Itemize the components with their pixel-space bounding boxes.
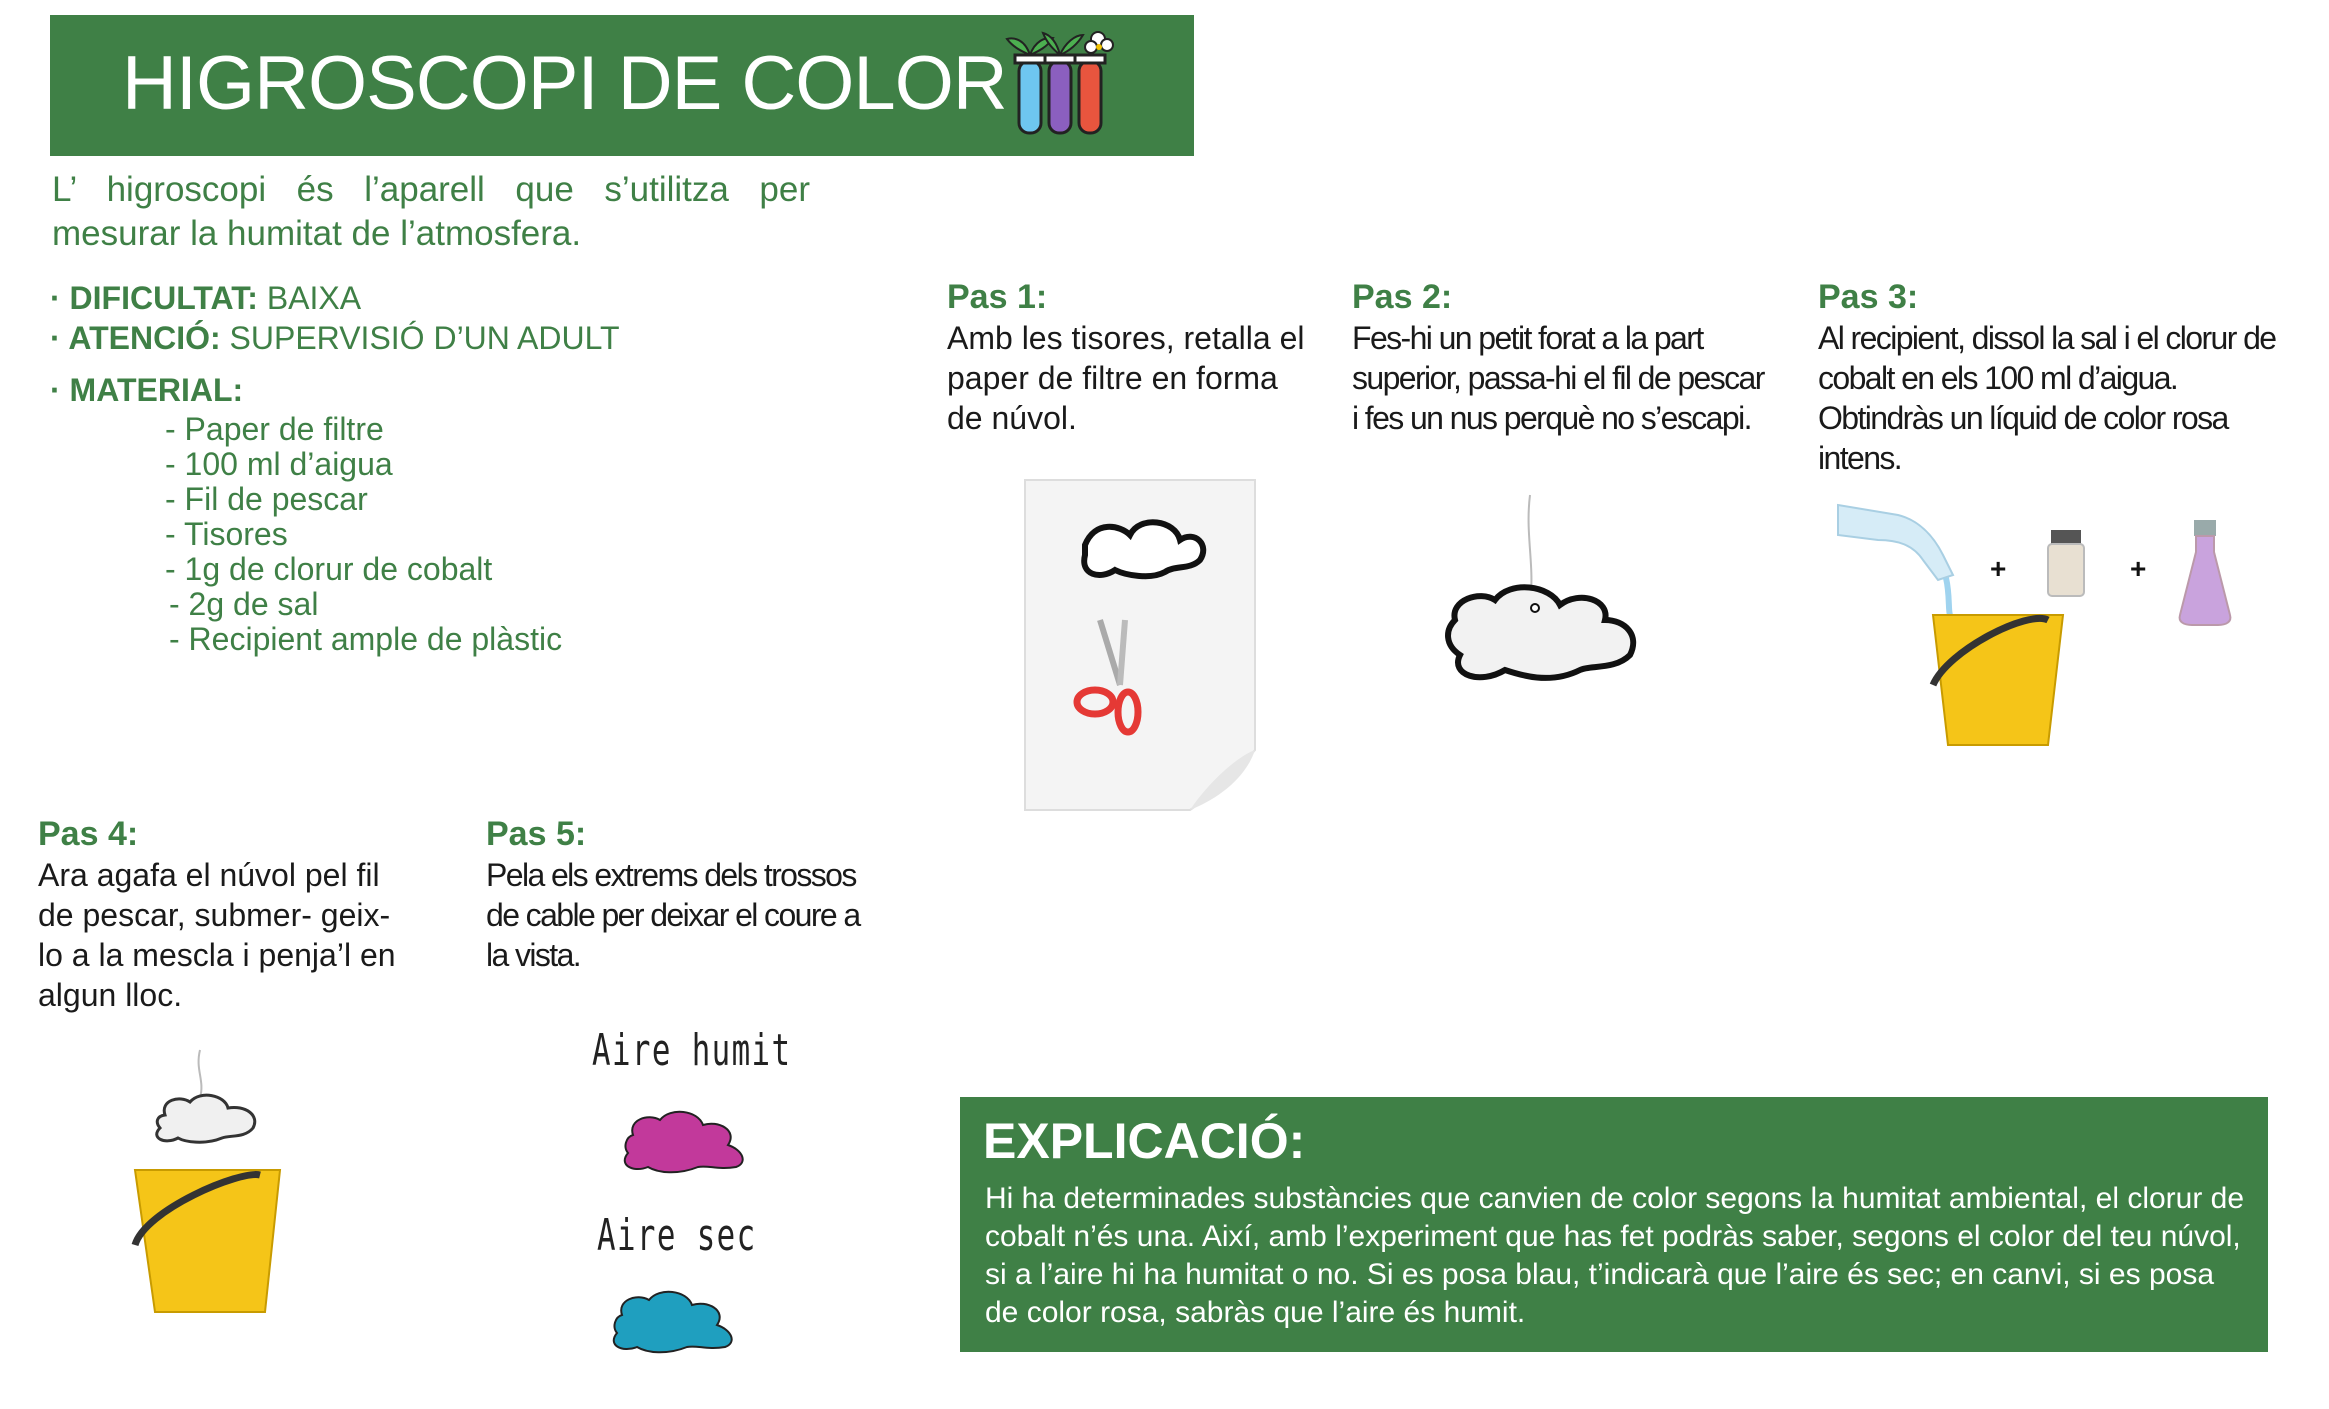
difficulty-label: · DIFICULTAT: (50, 280, 258, 316)
step3-text: Al recipient, dissol la sal i el clorur de cobalt en els 100 ml d’aigua. Obtindràs un líquid de color rosa intens. (1818, 320, 2276, 476)
water-bottle-icon (1838, 505, 1953, 580)
step1-title: Pas 1: (947, 278, 1048, 316)
explanation-title: EXPLICACIÓ: (983, 1113, 1306, 1169)
material-item: - 1g de clorur de cobalt (165, 551, 493, 587)
humid-cloud-icon (618, 1105, 758, 1175)
plus-sign: + (1990, 553, 2007, 584)
cobalt-chloride-flask-icon (2180, 536, 2231, 625)
material-item: - Tisores (165, 516, 288, 552)
intro-text: L’ higroscopi és l’aparell que s’utilitza per mesurar la humitat de l’atmosfera. (52, 170, 810, 253)
water-stream (1946, 578, 1950, 615)
step1-text: Amb les tisores, retalla el paper de filtre en forma de núvol. (947, 320, 1305, 436)
paper-scissors-illustration (1025, 480, 1265, 820)
step5-title: Pas 5: (486, 815, 587, 853)
material-item: - Fil de pescar (165, 481, 368, 517)
step2-text: Fes-hi un petit forat a la part superior, passa-hi el fil de pescar i fes un nus perquè no s’escapi. (1352, 320, 1764, 436)
flask-cap (2194, 520, 2216, 536)
mixing-illustration (1838, 500, 2238, 760)
material-list (165, 412, 562, 657)
cloud-outline-icon (1448, 587, 1633, 678)
difficulty-value: BAIXA (257, 280, 362, 316)
page-title: HIGROSCOPI DE COLOR (122, 41, 1007, 126)
step5-text: Pela els extrems dels trossos de cable per deixar el coure a la vista. (486, 857, 860, 973)
bucket-with-cloud-illustration (130, 1050, 290, 1315)
material-item: - Paper de filtre (165, 411, 384, 447)
hole-icon (1531, 604, 1539, 612)
plus-sign: + (2130, 553, 2147, 584)
humid-air-label: Aire humit (592, 1025, 792, 1076)
dry-cloud-icon (607, 1285, 747, 1355)
material-heading (50, 372, 243, 409)
difficulty-line (50, 280, 361, 317)
fishing-line (199, 1050, 202, 1098)
material-item: - 2g de sal (169, 586, 319, 622)
test-tubes-icon (995, 25, 1125, 140)
cloud-icon (157, 1095, 255, 1142)
step4-text: Ara agafa el núvol pel fil de pescar, submer- geix- lo a la mescla i penja’l en algun lloc. (38, 857, 396, 1013)
attention-value: SUPERVISIÓ D’UN ADULT (220, 320, 620, 356)
cloud-with-string-illustration (1440, 495, 1690, 720)
explanation-text: Hi ha determinades substàncies que canvien de color segons la humitat ambiental, el clorur de cobalt n’és una. Així, amb l’experiment que has fet podràs saber, segons el color del teu núvol, si a l’aire hi ha humitat o no. Si es posa blau, t’indicarà que l’aire és sec; en canvi, si es posa de color rosa, sabràs que l’aire és humit. (985, 1182, 2245, 1329)
step4-title: Pas 4: (38, 815, 139, 853)
attention-label: · ATENCIÓ: (50, 320, 221, 356)
material-label: · MATERIAL: (50, 372, 244, 408)
step3-title: Pas 3: (1818, 278, 1919, 316)
material-item: - 100 ml d’aigua (165, 446, 393, 482)
attention-line (50, 320, 620, 357)
dry-air-label: Aire sec (597, 1210, 757, 1261)
material-item: - Recipient ample de plàstic (169, 621, 563, 657)
salt-shaker-icon (2048, 544, 2084, 596)
salt-shaker-cap (2051, 530, 2081, 545)
step2-title: Pas 2: (1352, 278, 1453, 316)
